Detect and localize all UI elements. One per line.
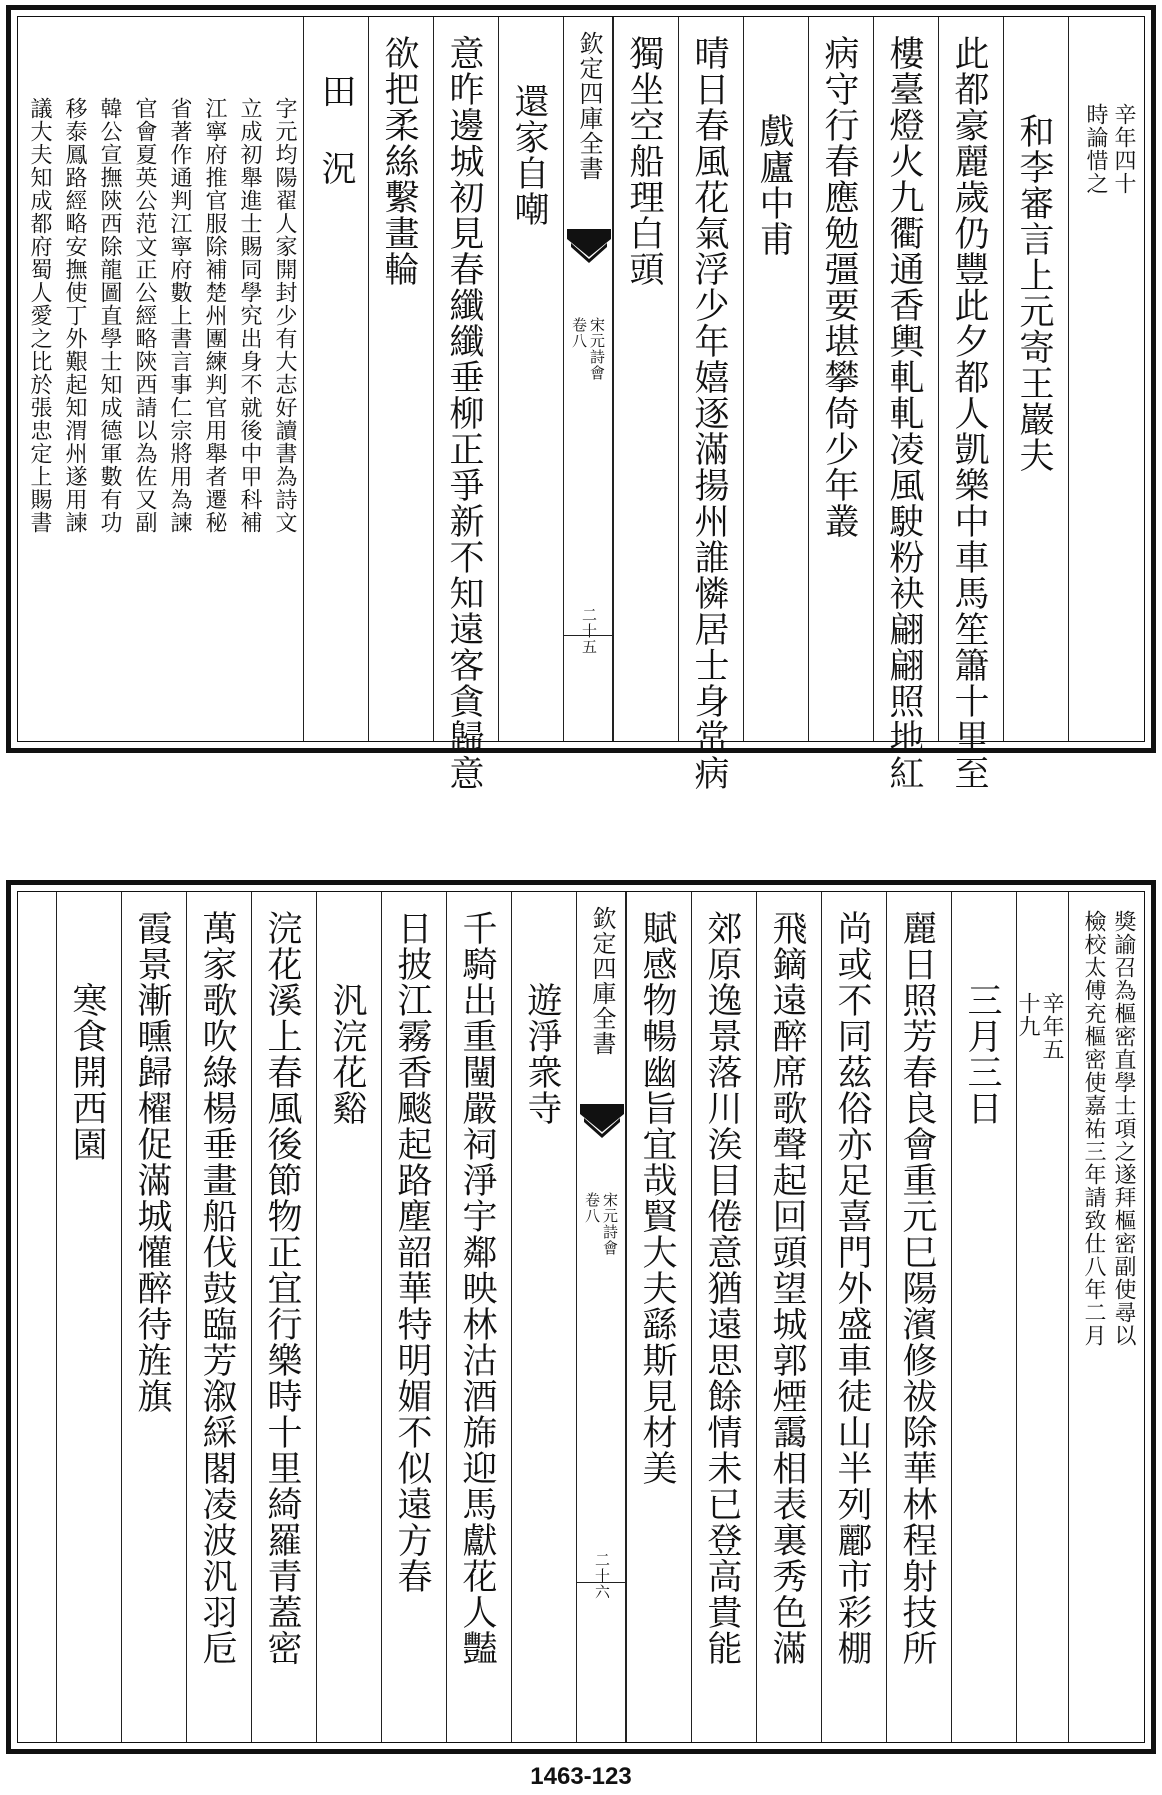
verse-text: 樓臺燈火九衢通香輿軋軋凌風駛粉袂翩翩照地紅 bbox=[884, 35, 924, 791]
header-note-line-1: 辛年四十 bbox=[1111, 103, 1136, 195]
biography-continued bbox=[1068, 892, 1144, 1742]
poem-title bbox=[1003, 17, 1068, 741]
poem-title bbox=[511, 892, 576, 1742]
verse-text: 日披江霧香颷起路塵韶華特明媚不似遠方春 bbox=[392, 910, 432, 1594]
bio-line: 獎諭召為樞密直學士項之遂拜樞密副使尋以 bbox=[1111, 910, 1136, 1347]
bio-line: 檢校太傅充樞密使嘉祐三年請致仕八年二月 bbox=[1081, 910, 1106, 1347]
verse-text: 浣花溪上春風後節物正宜行樂時十里綺羅青蓋密 bbox=[262, 910, 302, 1666]
verse-text: 晴日春風花氣浮少年嬉逐滿揚州誰憐居士身常病 bbox=[689, 35, 729, 791]
verse-text: 賦感物暢幽旨宜哉賢大夫繇斯見材美 bbox=[637, 910, 677, 1486]
verse-line bbox=[886, 892, 951, 1742]
bio-line: 議大夫知成都府蜀人愛之比於張忠定上賜書 bbox=[27, 97, 52, 534]
poem-title bbox=[316, 892, 381, 1742]
header-note-column bbox=[1068, 17, 1144, 741]
verse-text: 獨坐空船理白頭 bbox=[624, 35, 664, 287]
book-title: 欽定四庫全書 bbox=[575, 31, 603, 181]
bio-line: 韓公宣撫陝西除龍圖直學士知成德軍數有功 bbox=[97, 97, 122, 534]
bio-line: 江寧府推官服除補楚州團練判官用舉者遷秘 bbox=[202, 97, 227, 534]
author-text: 田 況 bbox=[316, 73, 356, 186]
verse-line bbox=[613, 17, 678, 741]
volume-name: 卷八 bbox=[570, 317, 588, 349]
page-number: 二十六 bbox=[593, 1552, 611, 1600]
bio-line: 移泰鳳路經略安撫使丁外艱起知渭州遂用諫 bbox=[62, 97, 87, 534]
verse-text: 霞景漸曛歸櫂促滿城懽醉待旌旗 bbox=[132, 910, 172, 1414]
poem-title bbox=[56, 892, 121, 1742]
title-text: 三月三日 bbox=[962, 982, 1002, 1126]
note-line-1: 辛年五 bbox=[1039, 992, 1064, 1061]
book-title: 欽定四庫全書 bbox=[588, 906, 616, 1056]
poem-title bbox=[951, 892, 1016, 1742]
verse-line bbox=[368, 17, 433, 741]
collection-name: 宋元詩會 bbox=[588, 317, 606, 381]
verse-line bbox=[691, 892, 756, 1742]
verse-line bbox=[433, 17, 498, 791]
collection-name: 宋元詩會 bbox=[601, 1192, 619, 1256]
verse-text: 尚或不同茲俗亦足喜門外盛車徒山半列酈市彩棚 bbox=[832, 910, 872, 1666]
title-text: 還家自嘲 bbox=[509, 83, 549, 227]
verse-line bbox=[121, 892, 186, 1742]
biography-block bbox=[18, 17, 303, 741]
verse-text: 此都豪麗歲仍豐此夕都人凱樂中車馬笙簫十里至 bbox=[949, 35, 989, 791]
bio-line: 字元均陽翟人家開封少有大志好讀書為詩文 bbox=[272, 97, 297, 534]
bottom-page-frame bbox=[17, 891, 1145, 1743]
verse-text: 郊原逸景落川涘目倦意猶遠思餘情未已登高貴能 bbox=[702, 910, 742, 1666]
verse-line bbox=[938, 17, 1003, 791]
title-text: 戲廬中甫 bbox=[754, 113, 794, 257]
verse-line bbox=[626, 892, 691, 1742]
center-fold-column bbox=[563, 17, 613, 741]
bio-line: 立成初舉進士賜同學究出身不就後中甲科補 bbox=[237, 97, 262, 534]
title-text: 汎浣花谿 bbox=[327, 982, 367, 1126]
verse-text: 飛鏑遠醉席歌聲起回頭望城郭煙靄相表裏秀色滿 bbox=[767, 910, 807, 1666]
page-footer-code: 1463-123 bbox=[530, 1763, 632, 1790]
fish-tail-mark-icon bbox=[580, 1104, 624, 1138]
top-page-frame bbox=[17, 16, 1145, 791]
verse-line bbox=[251, 892, 316, 1742]
page-number: 二十五 bbox=[580, 607, 598, 655]
note-column bbox=[1016, 892, 1068, 1742]
verse-text: 麗日照芳春良會重元巳陽濱修祓除華林程射技所 bbox=[897, 910, 937, 1666]
fish-tail-mark-icon bbox=[567, 229, 611, 263]
verse-text: 萬家歌吹綠楊垂畫船伐鼓臨芳溆綵閣凌波汎羽卮 bbox=[197, 910, 237, 1666]
bottom-page bbox=[6, 880, 1156, 1754]
title-text: 和李審言上元寄王巖夫 bbox=[1014, 113, 1054, 473]
verse-text: 病守行春應勉彊要堪攀倚少年叢 bbox=[819, 35, 859, 539]
title-text: 寒食開西園 bbox=[67, 982, 107, 1162]
bio-line: 省著作通判江寧府數上書言事仁宗將用為諫 bbox=[167, 97, 192, 534]
bio-line: 官會夏英公范文正公經略陝西請以為佐又副 bbox=[132, 97, 157, 534]
note-line-2: 十九 bbox=[1015, 992, 1040, 1038]
poem-title bbox=[743, 17, 808, 741]
author-name bbox=[303, 17, 368, 741]
verse-text: 欲把柔絲繫畫輪 bbox=[379, 35, 419, 287]
verse-line bbox=[446, 892, 511, 1742]
verse-line bbox=[678, 17, 743, 791]
poem-title bbox=[498, 17, 563, 741]
top-page bbox=[6, 5, 1156, 791]
verse-text: 意昨邊城初見春纖纖垂柳正爭新不知遠客貪歸意 bbox=[444, 35, 484, 791]
header-note-line-2: 時論惜之 bbox=[1083, 103, 1108, 195]
verse-line bbox=[808, 17, 873, 741]
verse-text: 千騎出重闉嚴祠淨宇鄰映林沽酒旆迎馬獻花人豔 bbox=[457, 910, 497, 1666]
center-fold-column bbox=[576, 892, 626, 1742]
verse-line bbox=[873, 17, 938, 791]
fold-line bbox=[564, 635, 612, 636]
fold-line bbox=[577, 1582, 625, 1583]
verse-line bbox=[186, 892, 251, 1742]
verse-line bbox=[381, 892, 446, 1742]
volume-name: 卷八 bbox=[583, 1192, 601, 1224]
verse-line bbox=[756, 892, 821, 1742]
title-text: 遊淨衆寺 bbox=[522, 982, 562, 1126]
verse-line bbox=[821, 892, 886, 1742]
